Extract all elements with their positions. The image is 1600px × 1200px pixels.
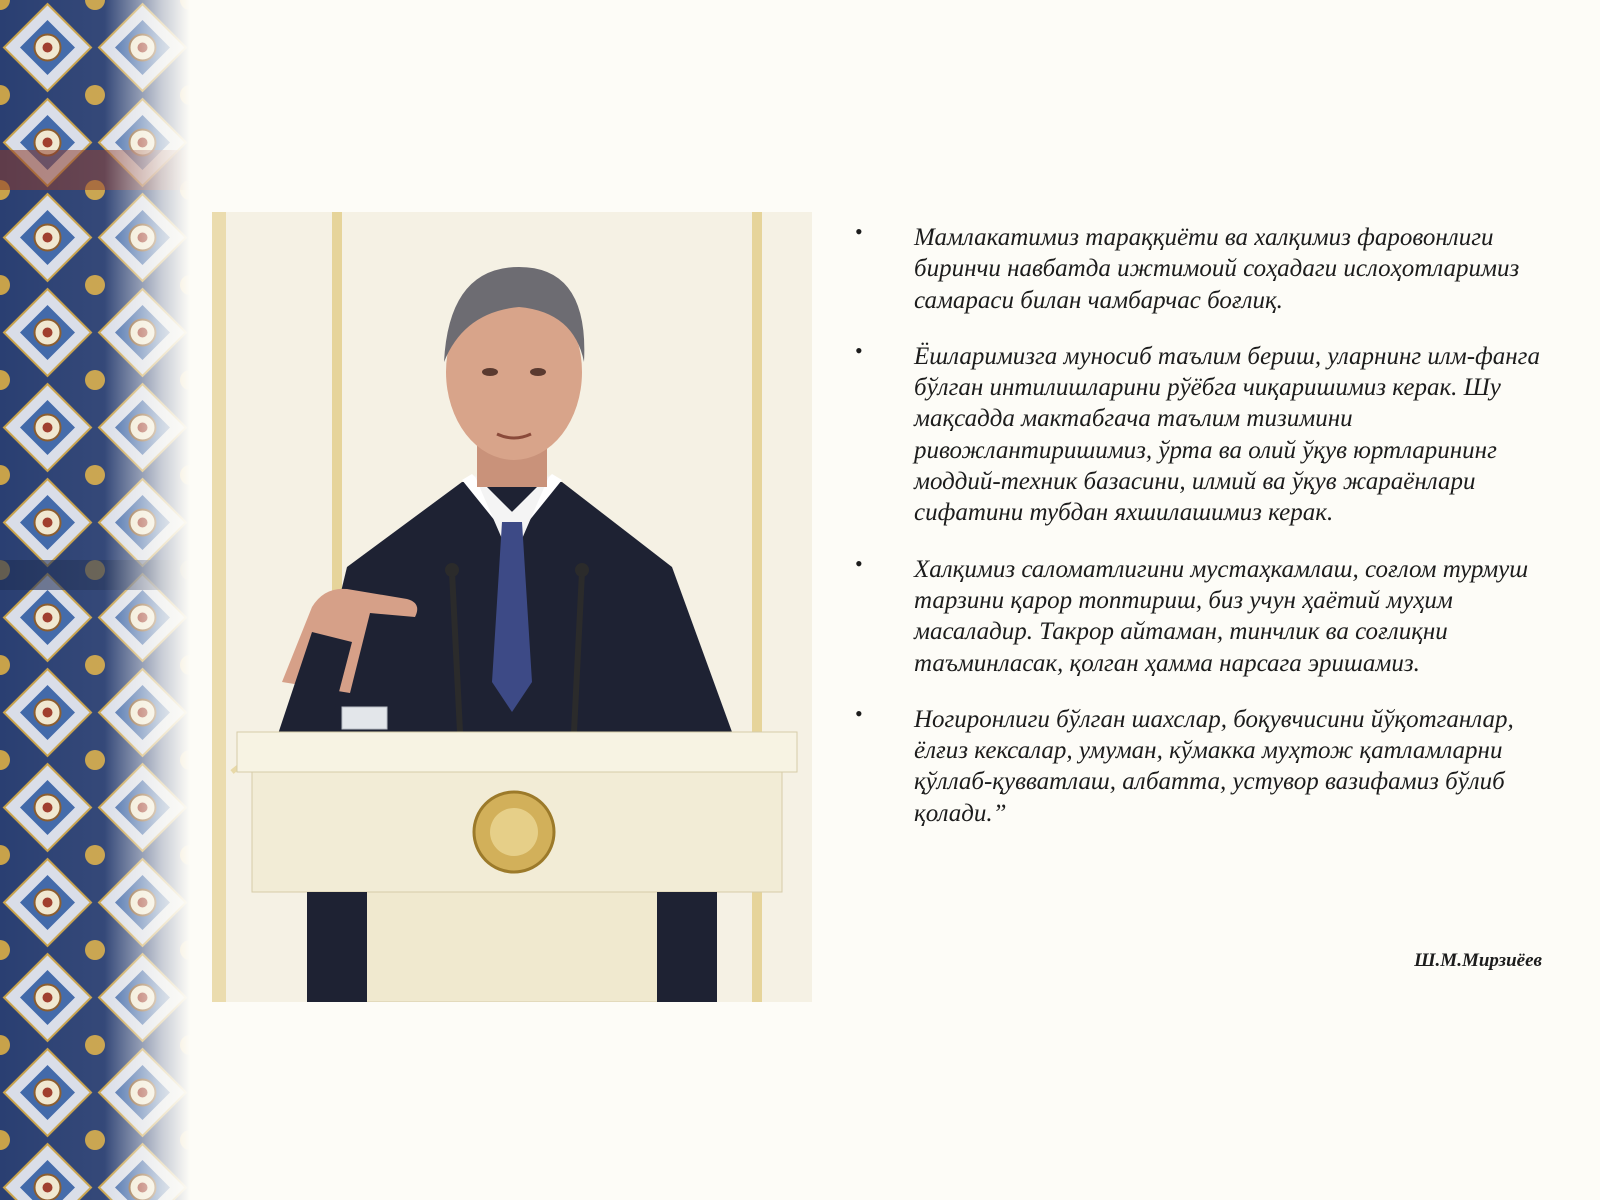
quote-paragraph-text: Ёшларимизга муносиб таълим бериш, уларнинг илм-фанга бўлган интилишларини рўёбга чиқаришимиз керак. Шу мақсадда мактабгача таълим тизимини ривожлантиришимиз, ўрта ва олий ўқув юртларининг моддий-техник базасини, илмий ва ўқув жараёнлари сифатини тубдан яхшилашимиз керак. bbox=[914, 342, 1540, 527]
bullet-marker: • bbox=[855, 550, 863, 576]
quote-paragraph bbox=[855, 337, 1555, 529]
photo-illustration bbox=[212, 212, 812, 1002]
quote-signature: Ш.М.Мирзиёев bbox=[1414, 950, 1542, 971]
quote-paragraph bbox=[855, 550, 1555, 679]
quote-paragraph-text: Мамлакатимиз тараққиёти ва халқимиз фаровонлиги биринчи навбатда ижтимоий соҳадаги ислоҳотларимиз самараси билан чамбарчас боғлиқ. bbox=[914, 224, 1520, 314]
quote-paragraph bbox=[855, 219, 1555, 316]
bullet-marker: • bbox=[855, 700, 863, 726]
tile-ornament-strip bbox=[0, 0, 190, 1200]
quote-block bbox=[855, 219, 1555, 854]
quote-paragraph-text: Халқимиз саломатлигини мустаҳкамлаш, соғлом турмуш тарзини қарор топтириш, биз учун ҳаётий муҳим масаладир. Такрор айтаман, тинчлик ва соғлиқни таъминласак, қолган ҳамма нарсага эришамиз. bbox=[914, 555, 1529, 677]
tile-fade-overlay bbox=[0, 0, 190, 1200]
speaker-at-podium-photo bbox=[212, 212, 812, 1002]
quote-paragraph bbox=[855, 700, 1555, 829]
bullet-marker: • bbox=[855, 219, 863, 244]
quote-paragraph-text: Ногиронлиги бўлган шахслар, боқувчисини йўқотганлар, ёлғиз кексалар, умуман, кўмакка муҳтож қатламларни қўллаб-қувватлаш, албатта, устувор вазифамиз бўлиб қолади.” bbox=[914, 705, 1514, 827]
quote-paragraph-list bbox=[855, 219, 1555, 829]
bullet-marker: • bbox=[855, 337, 863, 363]
